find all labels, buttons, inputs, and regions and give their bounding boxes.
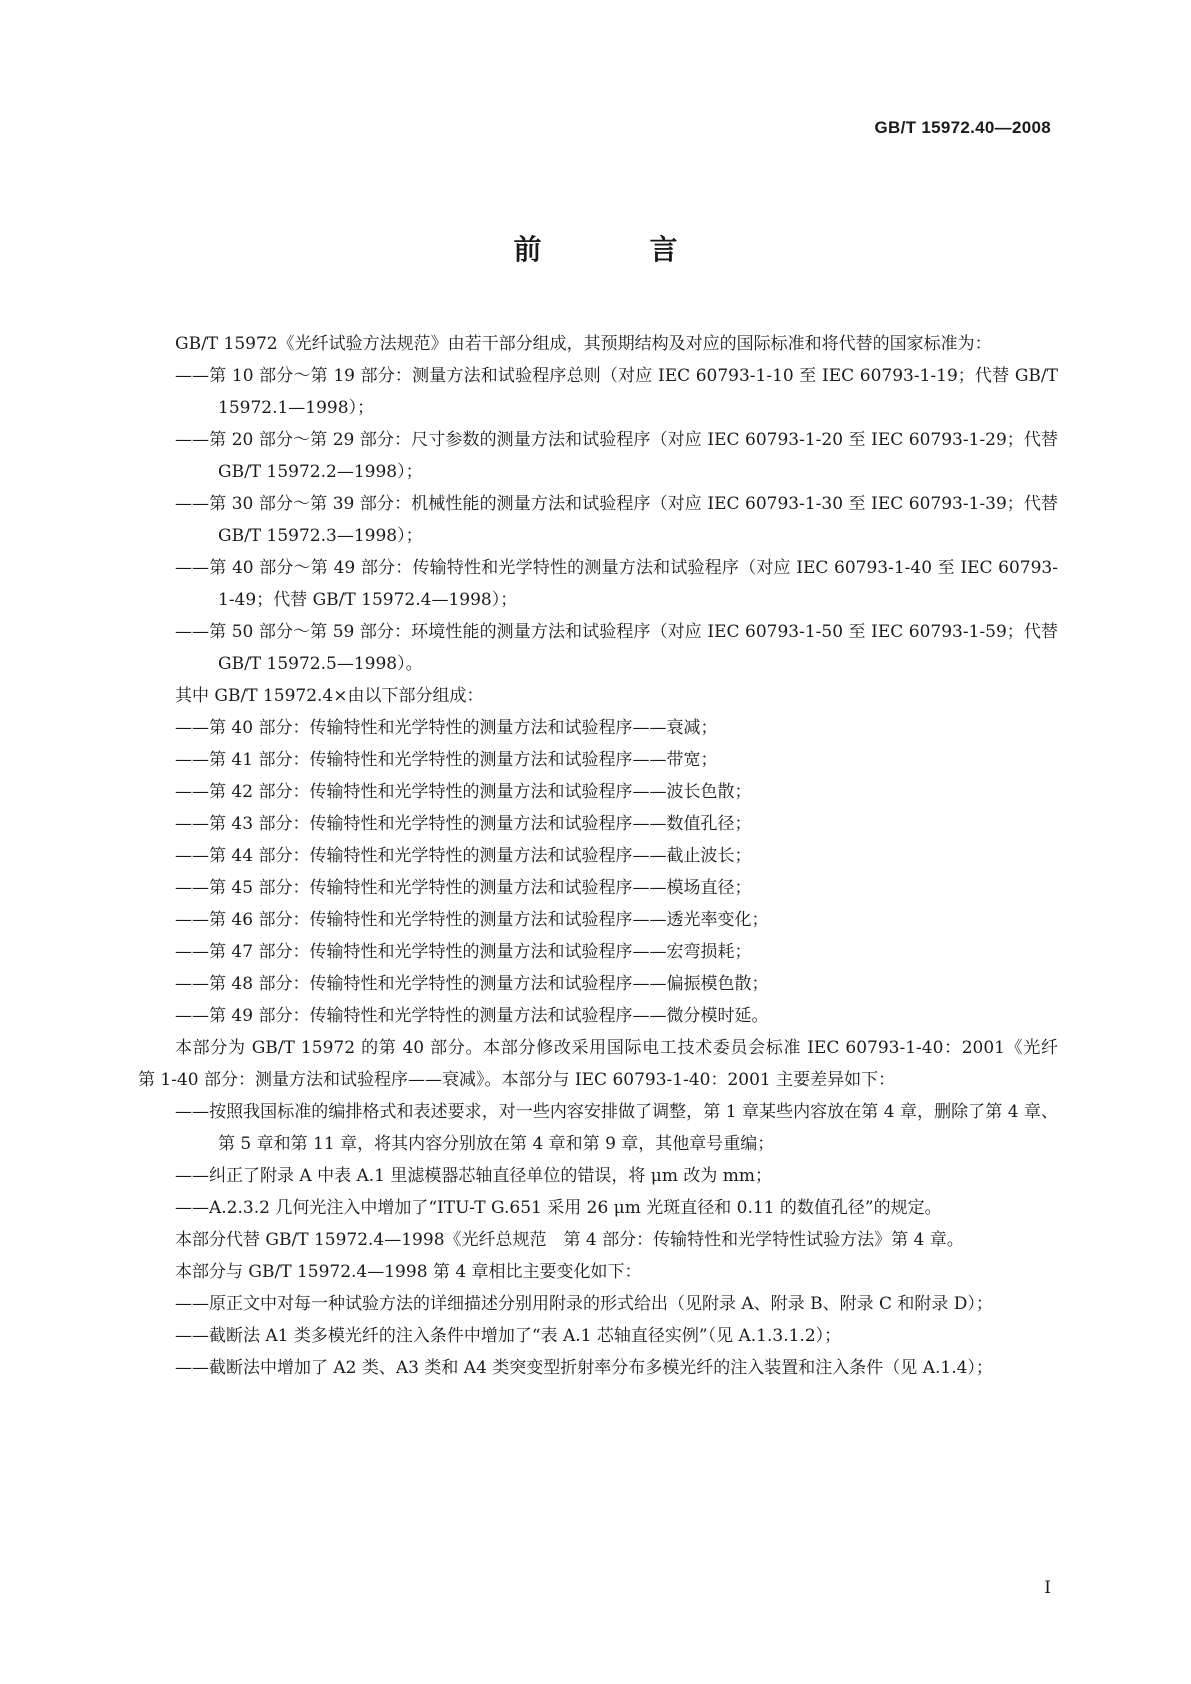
- paragraph: 本部分与 GB/T 15972.4—1998 第 4 章相比主要变化如下：: [175, 1262, 642, 1282]
- list-item: ——第 41 部分：传输特性和光学特性的测量方法和试验程序——带宽；: [175, 750, 718, 770]
- list-item: ——原正文中对每一种试验方法的详细描述分别用附录的形式给出（见附录 A、附录 B、附录 C 和附录 D）；: [175, 1294, 993, 1314]
- list-item: ——第 49 部分：传输特性和光学特性的测量方法和试验程序——微分模时延。: [175, 1006, 769, 1026]
- list-item: ——A.2.3.2 几何光注入中增加了“ITU-T G.651 采用 26 μm 光斑直径和 0.11 的数值孔径”的规定。: [175, 1198, 942, 1218]
- paragraph: 本部分代替 GB/T 15972.4—1998《光纤总规范 第 4 部分：传输特性和光学特性试验方法》第 4 章。: [175, 1230, 964, 1250]
- list-item: ——第 45 部分：传输特性和光学特性的测量方法和试验程序——模场直径；: [175, 878, 752, 898]
- paragraph: 本部分为 GB/T 15972 的第 40 部分。本部分修改采用国际电工技术委员会标准 IEC 60793-1-40：2001《光纤 第 1-40 部分：测量方法和试验程序——衰减》。本部分与 IEC 60793-1-40：2001 主要差异如下：: [138, 1038, 1075, 1090]
- list-item: ——第 46 部分：传输特性和光学特性的测量方法和试验程序——透光率变化；: [175, 910, 769, 930]
- foreword-body: [138, 328, 1075, 1384]
- list-item: ——第 42 部分：传输特性和光学特性的测量方法和试验程序——波长色散；: [175, 782, 752, 802]
- list-item: ——第 20 部分～第 29 部分：尺寸参数的测量方法和试验程序（对应 IEC 60793-1-20 至 IEC 60793-1-29；代替 GB/T 15972.2—1998）；: [175, 430, 1058, 482]
- list-item: ——截断法中增加了 A2 类、A3 类和 A4 类突变型折射率分布多模光纤的注入装置和注入条件（见 A.1.4）；: [175, 1358, 993, 1378]
- list-item: ——截断法 A1 类多模光纤的注入条件中增加了“表 A.1 芯轴直径实例”（见 A.1.3.1.2）；: [175, 1326, 842, 1346]
- standard-code: GB/T 15972.40—2008: [874, 118, 1051, 137]
- list-item: ——纠正了附录 A 中表 A.1 里滤模器芯轴直径单位的错误，将 μm 改为 mm；: [175, 1166, 773, 1186]
- page-number: Ⅰ: [1044, 1578, 1051, 1598]
- list-item: ——第 10 部分～第 19 部分：测量方法和试验程序总则（对应 IEC 60793-1-10 至 IEC 60793-1-19；代替 GB/T 15972.1—1998）；: [175, 366, 1058, 418]
- list-item: ——第 30 部分～第 39 部分：机械性能的测量方法和试验程序（对应 IEC 60793-1-30 至 IEC 60793-1-39；代替 GB/T 15972.3—1998）；: [175, 494, 1058, 546]
- list-item: ——第 50 部分～第 59 部分：环境性能的测量方法和试验程序（对应 IEC 60793-1-50 至 IEC 60793-1-59；代替 GB/T 15972.5—1998）。: [175, 622, 1058, 674]
- page-title: 前 言: [513, 233, 718, 266]
- paragraph: 其中 GB/T 15972.4×由以下部分组成：: [175, 686, 484, 706]
- list-item: ——第 48 部分：传输特性和光学特性的测量方法和试验程序——偏振模色散；: [175, 974, 769, 994]
- list-item: ——第 47 部分：传输特性和光学特性的测量方法和试验程序——宏弯损耗；: [175, 942, 752, 962]
- list-item: ——第 43 部分：传输特性和光学特性的测量方法和试验程序——数值孔径；: [175, 814, 752, 834]
- list-item: ——第 44 部分：传输特性和光学特性的测量方法和试验程序——截止波长；: [175, 846, 752, 866]
- list-item: ——第 40 部分：传输特性和光学特性的测量方法和试验程序——衰减；: [175, 718, 718, 738]
- list-item: ——第 40 部分～第 49 部分：传输特性和光学特性的测量方法和试验程序（对应 IEC 60793-1-40 至 IEC 60793-1-49；代替 GB/T 15972.4—1998）；: [175, 558, 1058, 610]
- paragraph: GB/T 15972《光纤试验方法规范》由若干部分组成，其预期结构及对应的国际标准和将代替的国家标准为：: [175, 334, 992, 354]
- list-item: ——按照我国标准的编排格式和表述要求，对一些内容安排做了调整，第 1 章某些内容放在第 4 章，删除了第 4 章、第 5 章和第 11 章，将其内容分别放在第 4 章和第 9 章，其他章号重编；: [175, 1102, 1058, 1154]
